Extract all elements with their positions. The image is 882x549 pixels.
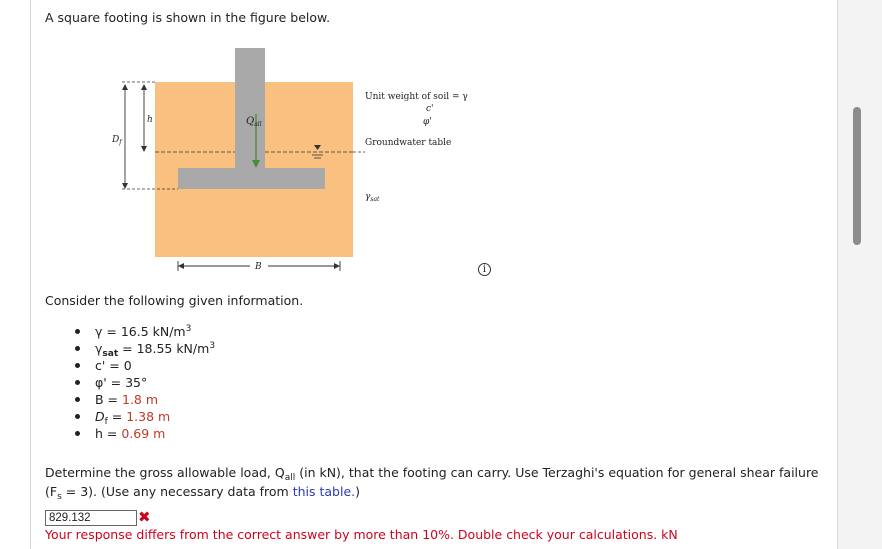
b-label: B <box>255 262 262 272</box>
given-list <box>95 323 215 442</box>
unit-weight-label: Unit weight of soil = γ <box>365 92 468 102</box>
footing-figure <box>110 44 480 284</box>
given-h: h = 0.69 m <box>95 425 215 442</box>
footing-column <box>235 48 265 172</box>
scroll-track <box>838 0 882 549</box>
footing-base <box>178 168 325 189</box>
phi-prime-label: φ' <box>423 117 432 127</box>
h-label: h <box>147 115 153 125</box>
b-arrow-right <box>334 263 340 269</box>
df-arrow-bottom <box>122 183 128 189</box>
given-c-prime: c' = 0 <box>95 357 215 374</box>
given-intro: Consider the following given information. <box>45 293 304 308</box>
feedback-message: Your response differs from the correct answer by more than 10%. Double check your calculations. kN <box>45 527 678 542</box>
given-phi-prime: φ' = 35° <box>95 374 215 391</box>
prompt-line-2: $(F_s = 3)$. (Use any necessary data from this table.) <box>45 484 361 502</box>
given-gamma-sat: $\gamma_{sat} = 18.55$ $kN/m^3$ <box>95 341 216 359</box>
gamma-sat-label: $\gamma_{sat}$ <box>365 192 380 203</box>
b-arrow-left <box>178 263 184 269</box>
given-df: $D_f = 1.38$ m <box>95 408 215 425</box>
question-title: A square footing is shown in the figure below. <box>45 10 331 25</box>
c-prime-label: c' <box>426 104 434 114</box>
data-table-link[interactable]: this table. <box>292 484 356 499</box>
h-arrow-top <box>141 84 147 90</box>
given-b: B = 1.8 m <box>95 391 215 408</box>
q-all-label: $Q_{all}$ <box>246 116 262 128</box>
info-icon[interactable]: i <box>478 263 491 276</box>
answer-input[interactable] <box>45 510 137 526</box>
scrollbar-thumb[interactable] <box>853 107 861 245</box>
h-arrow-bottom <box>141 146 147 152</box>
prompt-line-1: Determine the gross allowable load, $Q_{all}$ (in kN), that the footing can carry. Use Terzaghi's equation for general shear failure <box>45 465 819 483</box>
given-gamma: γ = 16.5 $kN/m^3$ <box>95 323 215 340</box>
df-arrow-top <box>122 84 128 90</box>
df-label: $D_f$ <box>112 135 122 146</box>
wrong-answer-icon: ✖ <box>138 508 151 526</box>
groundwater-label: Groundwater table <box>365 138 452 148</box>
